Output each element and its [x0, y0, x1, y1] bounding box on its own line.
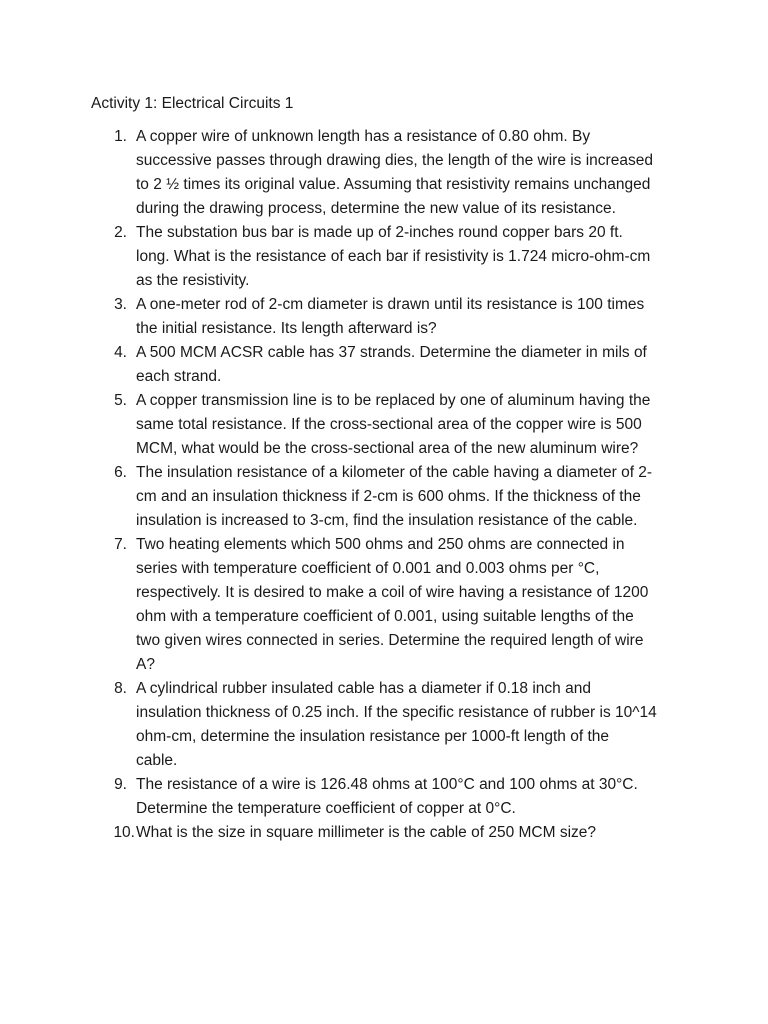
question-item	[91, 677, 691, 773]
question-number: 1.	[114, 128, 127, 145]
question-line: A cylindrical rubber insulated cable has a diameter if 0.18 inch and	[136, 680, 591, 697]
question-item	[91, 125, 691, 221]
question-item	[91, 461, 691, 533]
question-item	[91, 533, 691, 677]
question-line: A?	[136, 656, 155, 673]
question-line: each strand.	[136, 368, 222, 385]
question-line: A 500 MCM ACSR cable has 37 strands. Determine the diameter in mils of	[136, 344, 647, 361]
question-number: 4.	[114, 344, 127, 361]
question-line: the initial resistance. Its length afterward is?	[136, 320, 437, 337]
question-item	[91, 341, 691, 389]
question-line: Determine the temperature coefficient of copper at 0°C.	[136, 800, 516, 817]
question-line: during the drawing process, determine the new value of its resistance.	[136, 200, 616, 217]
question-number: 7.	[114, 536, 127, 553]
question-line: as the resistivity.	[136, 272, 250, 289]
question-item	[91, 293, 691, 341]
question-line: two given wires connected in series. Determine the required length of wire	[136, 632, 644, 649]
question-line: successive passes through drawing dies, the length of the wire is increased	[136, 152, 653, 169]
question-line: Two heating elements which 500 ohms and 250 ohms are connected in	[136, 536, 625, 553]
question-line: A copper wire of unknown length has a resistance of 0.80 ohm. By	[136, 128, 591, 145]
question-line: insulation thickness of 0.25 inch. If the specific resistance of rubber is 10^14	[136, 704, 657, 721]
question-item	[91, 821, 691, 845]
question-line: respectively. It is desired to make a coil of wire having a resistance of 1200	[136, 584, 649, 601]
question-line: MCM, what would be the cross-sectional area of the new aluminum wire?	[136, 440, 639, 457]
question-line: A copper transmission line is to be replaced by one of aluminum having the	[136, 392, 651, 409]
question-line: same total resistance. If the cross-sectional area of the copper wire is 500	[136, 416, 642, 433]
question-list	[91, 125, 691, 845]
question-line: The insulation resistance of a kilometer of the cable having a diameter of 2-	[136, 464, 653, 481]
question-line: cable.	[136, 752, 178, 769]
question-line: What is the size in square millimeter is the cable of 250 MCM size?	[136, 824, 597, 841]
question-item	[91, 389, 691, 461]
question-item	[91, 773, 691, 821]
question-number: 9.	[114, 776, 127, 793]
question-line: insulation is increased to 3-cm, find the insulation resistance of the cable.	[136, 512, 638, 529]
question-line: ohm with a temperature coefficient of 0.001, using suitable lengths of the	[136, 608, 634, 625]
document-title: Activity 1: Electrical Circuits 1	[91, 95, 294, 112]
question-line: long. What is the resistance of each bar if resistivity is 1.724 micro-ohm-cm	[136, 248, 651, 265]
question-number: 10.	[113, 824, 135, 841]
question-number: 3.	[114, 296, 127, 313]
question-item	[91, 221, 691, 293]
question-line: The resistance of a wire is 126.48 ohms at 100°C and 100 ohms at 30°C.	[136, 776, 638, 793]
question-number: 2.	[114, 224, 127, 241]
question-line: ohm-cm, determine the insulation resistance per 1000-ft length of the	[136, 728, 610, 745]
question-line: to 2 ½ times its original value. Assuming that resistivity remains unchanged	[136, 176, 651, 193]
question-number: 6.	[114, 464, 127, 481]
question-number: 5.	[114, 392, 127, 409]
question-line: cm and an insulation thickness if 2-cm is 600 ohms. If the thickness of the	[136, 488, 641, 505]
question-line: A one-meter rod of 2-cm diameter is drawn until its resistance is 100 times	[136, 296, 645, 313]
question-number: 8.	[114, 680, 127, 697]
question-line: series with temperature coefficient of 0.001 and 0.003 ohms per °C,	[136, 560, 600, 577]
question-line: The substation bus bar is made up of 2-inches round copper bars 20 ft.	[136, 224, 623, 241]
